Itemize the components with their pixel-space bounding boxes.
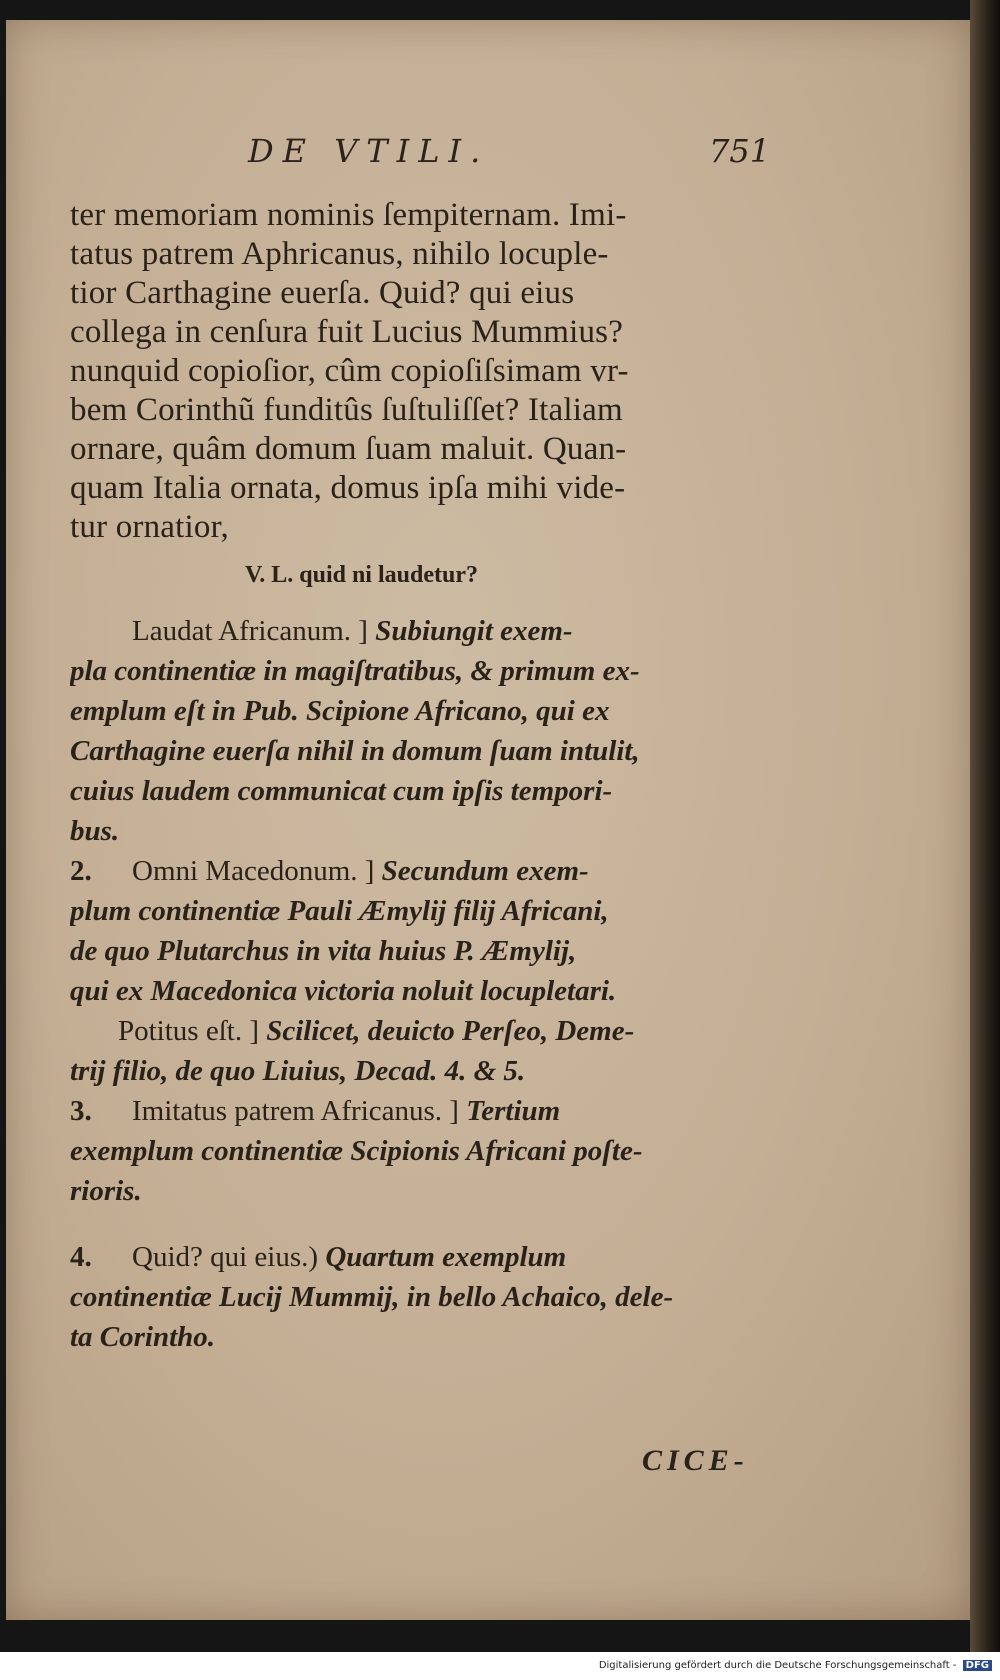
note-block bbox=[70, 851, 750, 1011]
note-commentary: emplum eſt in Pub. Scipione Africano, qui ex bbox=[70, 695, 610, 727]
note-commentary: rioris. bbox=[70, 1175, 142, 1207]
note-line bbox=[70, 1237, 750, 1277]
dfg-logo: DFG bbox=[963, 1660, 992, 1671]
page-body bbox=[70, 196, 750, 1357]
note-line bbox=[70, 1317, 750, 1357]
note-line bbox=[70, 971, 750, 1011]
note-commentary: pla continentiæ in magiſtratibus, & primum ex- bbox=[70, 655, 640, 687]
note-number: 3. bbox=[70, 1095, 92, 1127]
note-commentary: qui ex Macedonica victoria noluit locupletari. bbox=[70, 975, 617, 1007]
text-line: tior Carthagine euerſa. Quid? qui eius bbox=[70, 275, 575, 311]
note-commentary: cuius laudem communicat cum ipſis tempori- bbox=[70, 775, 613, 807]
note-commentary: bus. bbox=[70, 815, 120, 847]
commentary-notes bbox=[70, 611, 750, 1357]
note-commentary: exemplum continentiæ Scipionis Africani poſte- bbox=[70, 1135, 643, 1167]
text-line: nunquid copioſior, cûm copioſiſsimam vr- bbox=[70, 353, 629, 389]
note-gap bbox=[70, 1211, 750, 1237]
note-commentary: de quo Plutarchus in vita huius P. Æmylij, bbox=[70, 935, 577, 967]
running-title: DE VTILI. bbox=[248, 132, 490, 170]
text-line: tatus patrem Aphricanus, nihilo locuple- bbox=[70, 236, 609, 272]
note-lemma: Quid? qui eius.) bbox=[132, 1241, 326, 1273]
note-lemma: Potitus eſt. ] bbox=[118, 1015, 267, 1047]
text-line: ter memoriam nominis ſempiternam. Imi- bbox=[70, 197, 627, 233]
text-line: ornare, quâm domum ſuam maluit. Quan- bbox=[70, 431, 627, 467]
note-lemma: Omni Macedonum. ] bbox=[132, 855, 382, 887]
note-block bbox=[70, 1011, 750, 1091]
text-line: bem Corinthũ funditûs ſuſtuliſſet? Italiam bbox=[70, 392, 623, 428]
note-commentary: plum continentiæ Pauli Æmylij filij Africani, bbox=[70, 895, 609, 927]
text-line: collega in cenſura fuit Lucius Mummius? bbox=[70, 314, 624, 350]
text-line: quam Italia ornata, domus ipſa mihi vide- bbox=[70, 470, 626, 506]
digitization-credit bbox=[599, 1660, 992, 1671]
note-line bbox=[70, 851, 750, 891]
text-line: tur ornatior, bbox=[70, 509, 229, 545]
note-block bbox=[70, 1237, 750, 1357]
page-number: 751 bbox=[709, 132, 771, 170]
note-line bbox=[70, 691, 750, 731]
note-number: 4. bbox=[70, 1241, 92, 1273]
note-line bbox=[70, 1091, 750, 1131]
note-line bbox=[70, 611, 750, 651]
note-lemma: Laudat Africanum. ] bbox=[132, 615, 376, 647]
note-commentary: Secundum exem- bbox=[381, 855, 589, 887]
catchword: CICE- bbox=[642, 1444, 749, 1477]
book-spine-edge bbox=[970, 0, 1000, 1652]
book-page bbox=[6, 20, 970, 1620]
note-commentary: ta Corintho. bbox=[70, 1321, 216, 1353]
note-line bbox=[70, 931, 750, 971]
note-commentary: Scilicet, deuicto Perſeo, Deme- bbox=[266, 1015, 635, 1047]
note-line bbox=[70, 1131, 750, 1171]
note-commentary: continentiæ Lucij Mummij, in bello Achaico, dele- bbox=[70, 1281, 674, 1313]
note-number: 2. bbox=[70, 855, 92, 887]
note-line bbox=[70, 1051, 750, 1091]
note-line bbox=[70, 1171, 750, 1211]
note-line bbox=[70, 1011, 750, 1051]
note-line bbox=[70, 731, 750, 771]
note-line bbox=[70, 651, 750, 691]
note-commentary: trij filio, de quo Liuius, Decad. 4. & 5. bbox=[70, 1055, 526, 1087]
note-line bbox=[70, 891, 750, 931]
note-line bbox=[70, 811, 750, 851]
main-text-block bbox=[70, 196, 750, 547]
lemma-line: V. L. quid ni laudetur? bbox=[245, 562, 478, 588]
note-commentary: Quartum exemplum bbox=[325, 1241, 567, 1273]
note-block bbox=[70, 1091, 750, 1211]
note-line bbox=[70, 1277, 750, 1317]
note-commentary: Tertium bbox=[466, 1095, 561, 1127]
note-lemma: Imitatus patrem Africanus. ] bbox=[132, 1095, 467, 1127]
note-block bbox=[70, 611, 750, 851]
note-line bbox=[70, 771, 750, 811]
note-commentary: Carthagine euerſa nihil in domum ſuam intulit, bbox=[70, 735, 640, 767]
page-header bbox=[6, 132, 970, 182]
note-commentary: Subiungit exem- bbox=[375, 615, 573, 647]
credit-text: Digitalisierung gefördert durch die Deutsche Forschungsgemeinschaft - bbox=[598, 1660, 957, 1671]
